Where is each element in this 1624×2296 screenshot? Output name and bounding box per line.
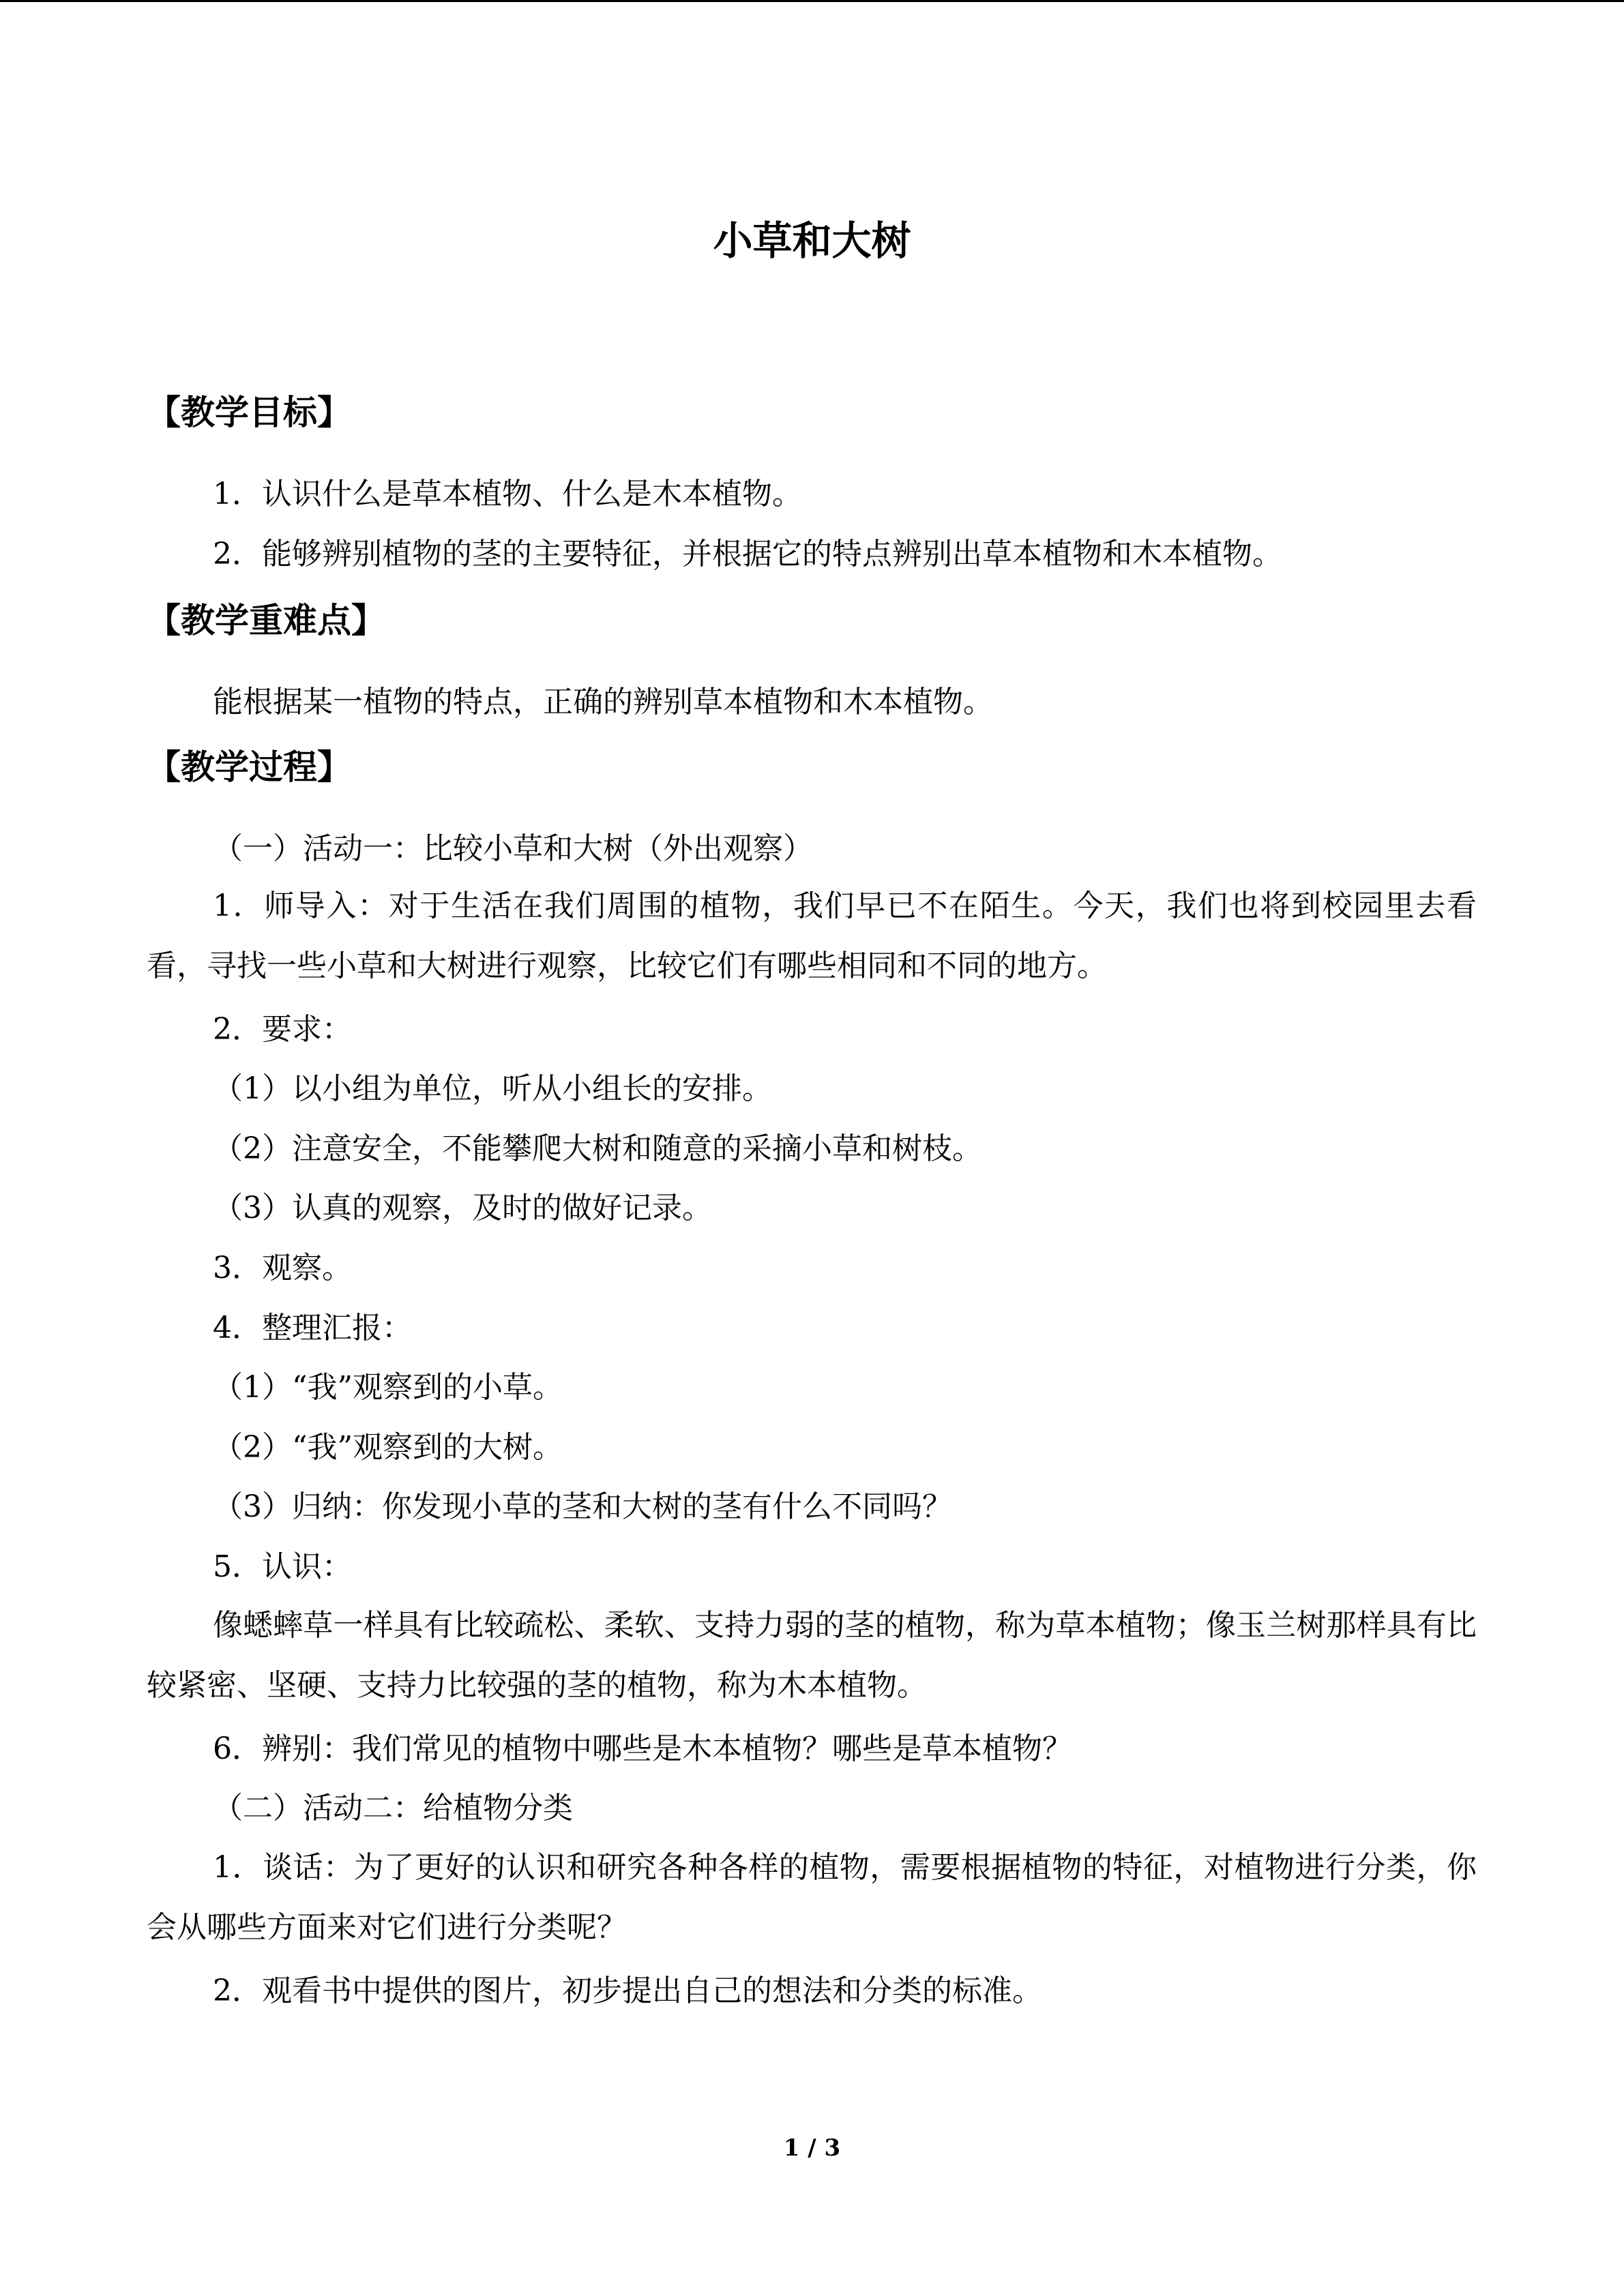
activity1-step6: 6．辨别：我们常见的植物中哪些是木本植物？哪些是草本植物？ <box>213 1731 1072 1766</box>
top-border-line <box>0 0 1624 2</box>
activity1-step5: 5．认识： <box>213 1549 352 1584</box>
activity1-report-3: （3）归纳：你发现小草的茎和大树的茎有什么不同吗？ <box>213 1489 952 1524</box>
activity2-step2: 2．观看书中提供的图片，初步提出自己的想法和分类的标准。 <box>213 1973 1042 2008</box>
activity1-step1: 1．师导入：对于生活在我们周围的植物，我们早已不在陌生。今天，我们也将到校园里去看看，寻找一些小草和大树进行观察，比较它们有哪些相同和不同的地方。 <box>147 889 1477 983</box>
activity1-requirement-2: （2）注意安全，不能攀爬大树和随意的采摘小草和树枝。 <box>213 1131 982 1166</box>
activity1-report-2: （2）“我”观察到的大树。 <box>213 1430 563 1465</box>
key-points-text: 能根据某一植物的特点，正确的辨别草本植物和木本植物。 <box>213 685 993 719</box>
activity1-step3: 3．观察。 <box>213 1251 352 1285</box>
activity1-requirement-3: （3）认真的观察，及时的做好记录。 <box>213 1191 712 1225</box>
goal-item-1: 1．认识什么是草本植物、什么是木本植物。 <box>213 477 802 511</box>
activity1-step2: 2．要求： <box>213 1012 352 1047</box>
page-number: 1 / 3 <box>783 2134 841 2162</box>
activity1-definition: 像蟋蟀草一样具有比较疏松、柔软、支持力弱的茎的植物，称为草本植物；像玉兰树那样具有比较紧密、坚硬、支持力比较强的茎的植物，称为木本植物。 <box>147 1608 1477 1703</box>
section-heading-key-points: 【教学重难点】 <box>147 600 385 640</box>
activity2-title: （二）活动二：给植物分类 <box>213 1791 573 1825</box>
activity1-title: （一）活动一：比较小草和大树（外出观察） <box>213 831 813 866</box>
section-heading-process: 【教学过程】 <box>147 747 351 787</box>
activity1-requirement-1: （1）以小组为单位，听从小组长的安排。 <box>213 1071 772 1106</box>
section-heading-goals: 【教学目标】 <box>147 392 351 432</box>
goal-item-2: 2．能够辨别植物的茎的主要特征，并根据它的特点辨别出草本植物和木本植物。 <box>213 537 1282 571</box>
activity2-step1: 1．谈话：为了更好的认识和研究各种各样的植物，需要根据植物的特征，对植物进行分类，你会从哪些方面来对它们进行分类呢？ <box>147 1850 1477 1945</box>
activity1-step4: 4．整理汇报： <box>213 1311 412 1345</box>
page-title: 小草和大树 <box>713 218 911 264</box>
activity1-report-1: （1）“我”观察到的小草。 <box>213 1370 563 1405</box>
